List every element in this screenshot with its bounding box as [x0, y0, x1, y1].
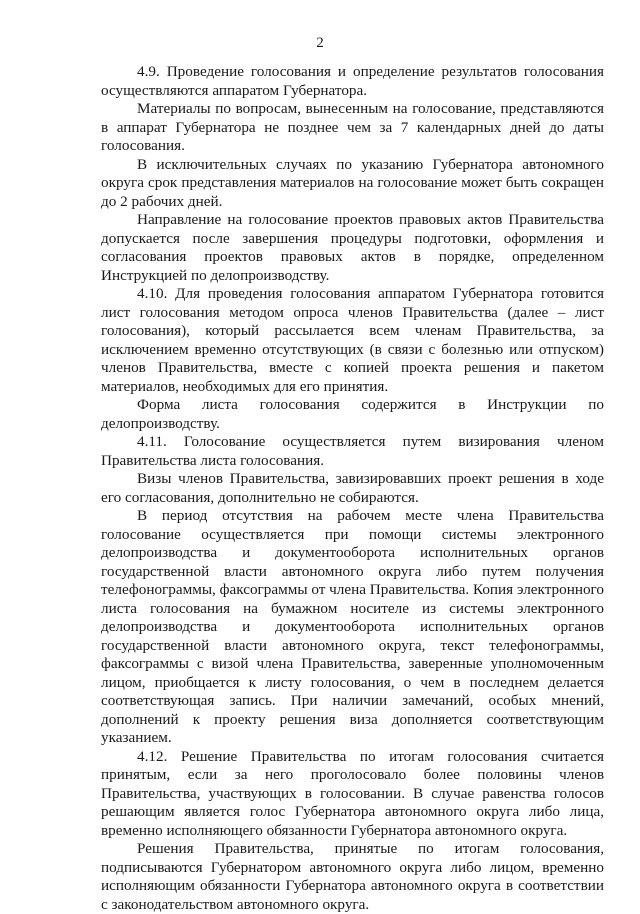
paragraph-4-11: 4.11. Голосование осуществляется путем визирования членом Правительства листа голосования. — [101, 433, 604, 469]
document-body — [101, 63, 604, 914]
page-number: 2 — [316, 35, 324, 51]
paragraph-voting-sheet-form: Форма листа голосования содержится в Инструкции по делопроизводству. — [101, 396, 604, 432]
paragraph-4-10: 4.10. Для проведения голосования аппаратом Губернатора готовится лист голосования методом опроса членов Правительства (далее – лист голосования), который рассылается всем членам Правительства, за исключением временно отсутствующих (в связи с болезнью или отпуском) членов Правительства, вместе с копией проекта решения и пакетом материалов, необходимых для его принятия. — [101, 285, 604, 395]
paragraph-4-12: 4.12. Решение Правительства по итогам голосования считается принятым, если за него проголосовало более половины членов Правительства, участвующих в голосовании. В случае равенства голосов решающим является голос Губернатора автономного округа либо лица, временно исполняющего обязанности Губернатора автономного округа. — [101, 747, 604, 839]
paragraph-materials-deadline: Материалы по вопросам, вынесенным на голосование, представляются в аппарат Губернатора не позднее чем за 7 календарных дней до даты голосования. — [101, 100, 604, 154]
paragraph-submission-of-drafts: Направление на голосование проектов правовых актов Правительства допускается после завершения процедуры подготовки, оформления и согласования проектов правовых актов в порядке, определенном Инструкцией по делопроизводству. — [101, 211, 604, 284]
paragraph-exceptional-cases: В исключительных случаях по указанию Губернатора автономного округа срок представления материалов на голосование может быть сокращен до 2 рабочих дней. — [101, 155, 604, 210]
paragraph-absence-voting: В период отсутствия на рабочем месте члена Правительства голосование осуществляется при помощи системы электронного делопроизводства и документооборота исполнительных органов государственной власти автономного округа либо путем получения телефонограммы, факсограммы от члена Правительства. Копия электронного листа голосования на бумажном носителе из системы электронного делопроизводства и документооборота исполнительных органов государственной власти автономного округа, текст телефонограммы, факсограммы с визой члена Правительства, заверенные уполномоченным лицом, приобщается к листу голосования, о чем в последнем делается соответствующая запись. При наличии замечаний, особых мнений, дополнений к проекту решения виза дополняется соответствующим указанием. — [101, 507, 604, 746]
paragraph-visas: Визы членов Правительства, завизировавших проект решения в ходе его согласования, дополнительно не собираются. — [101, 470, 604, 506]
paragraph-decisions-signing: Решения Правительства, принятые по итогам голосования, подписываются Губернатором автономного округа либо лицом, временно исполняющим обязанности Губернатора автономного округа в соответствии с законодательством автономного округа. — [101, 840, 604, 913]
paragraph-4-9: 4.9. Проведение голосования и определение результатов голосования осуществляются аппаратом Губернатора. — [101, 63, 604, 99]
